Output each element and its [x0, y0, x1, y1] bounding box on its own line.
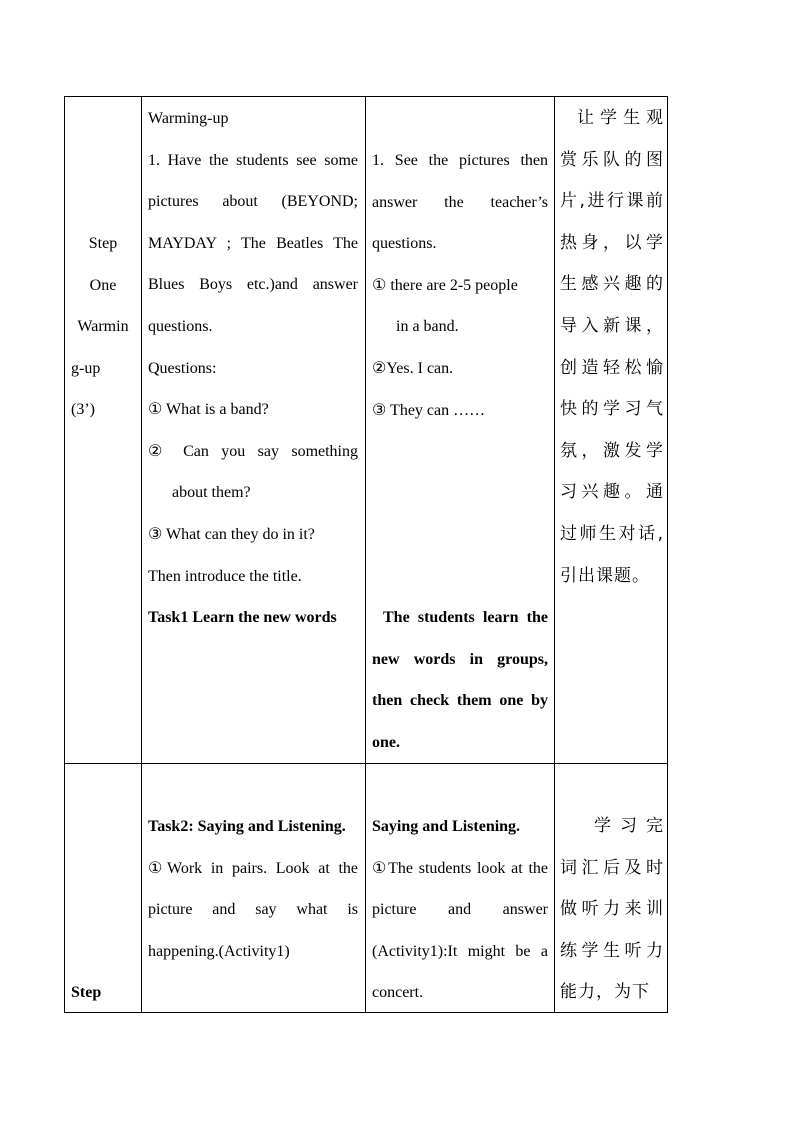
column-divider	[365, 97, 366, 1012]
question-1: ① What is a band?	[148, 401, 269, 419]
task2-cell	[148, 806, 358, 972]
teacher-activity-cell	[148, 98, 358, 639]
question-2: ② Can you say something	[148, 442, 358, 460]
task2-activity-1: ①Work in pairs. Look at the picture and say what is happening.(Activity1)	[148, 859, 358, 960]
step-one-cell	[65, 223, 141, 431]
step-line: Warmin	[77, 318, 129, 336]
answer-3: ③ They can ……	[372, 401, 486, 419]
column-divider	[554, 97, 555, 1012]
step-line: (3’)	[71, 401, 95, 419]
step-line: g-up	[71, 359, 101, 377]
saying-listening-answer: ①The students look at the picture and answer (Activity1):It might be a concert.	[372, 859, 548, 1002]
design-purpose-text: 让学生观赏乐队的图片,进行课前热身，以学生感兴趣的导入新课，创造轻松愉快的学习气氛，激发学习兴趣。通过师生对话,引出课题。	[560, 108, 664, 586]
task2-heading: Task2: Saying and Listening.	[148, 818, 346, 835]
introduce-title: Then introduce the title.	[148, 567, 302, 585]
questions-label: Questions:	[148, 359, 217, 377]
warming-up-heading: Warming-up	[148, 110, 229, 127]
student-activity-cell	[372, 140, 548, 431]
answer-1-cont: in a band.	[396, 318, 459, 336]
step-two-label: Step	[71, 984, 102, 1001]
task1-heading: Task1 Learn the new words	[148, 609, 337, 627]
column-divider	[141, 97, 142, 1012]
lesson-plan-table	[64, 96, 668, 1013]
answer-2: ②Yes. I can.	[372, 359, 454, 377]
group-learning-text: The students learn the new words in groups, then check them one by one.	[372, 609, 548, 751]
step-line: One	[89, 276, 117, 294]
question-2-cont: about them?	[172, 484, 251, 502]
teacher-item-1: 1. Have the students see some pictures about (BEYOND; MAYDAY ; The Beatles The Blues Boys etc.)and answer questions.	[148, 151, 358, 335]
question-3: ③ What can they do in it?	[148, 525, 315, 543]
student-item-1: 1. See the pictures then answer the teacher’s questions.	[372, 152, 548, 253]
row-divider	[65, 763, 667, 764]
saying-listening-cell	[372, 806, 548, 1014]
step-line: Step	[88, 235, 118, 252]
design-purpose-text-2: 学习完词汇后及时做听力来训练学生听力能力，为下	[560, 816, 664, 1003]
saying-listening-heading: Saying and Listening.	[372, 818, 521, 835]
answer-1: ① there are 2-5 people	[372, 276, 518, 294]
